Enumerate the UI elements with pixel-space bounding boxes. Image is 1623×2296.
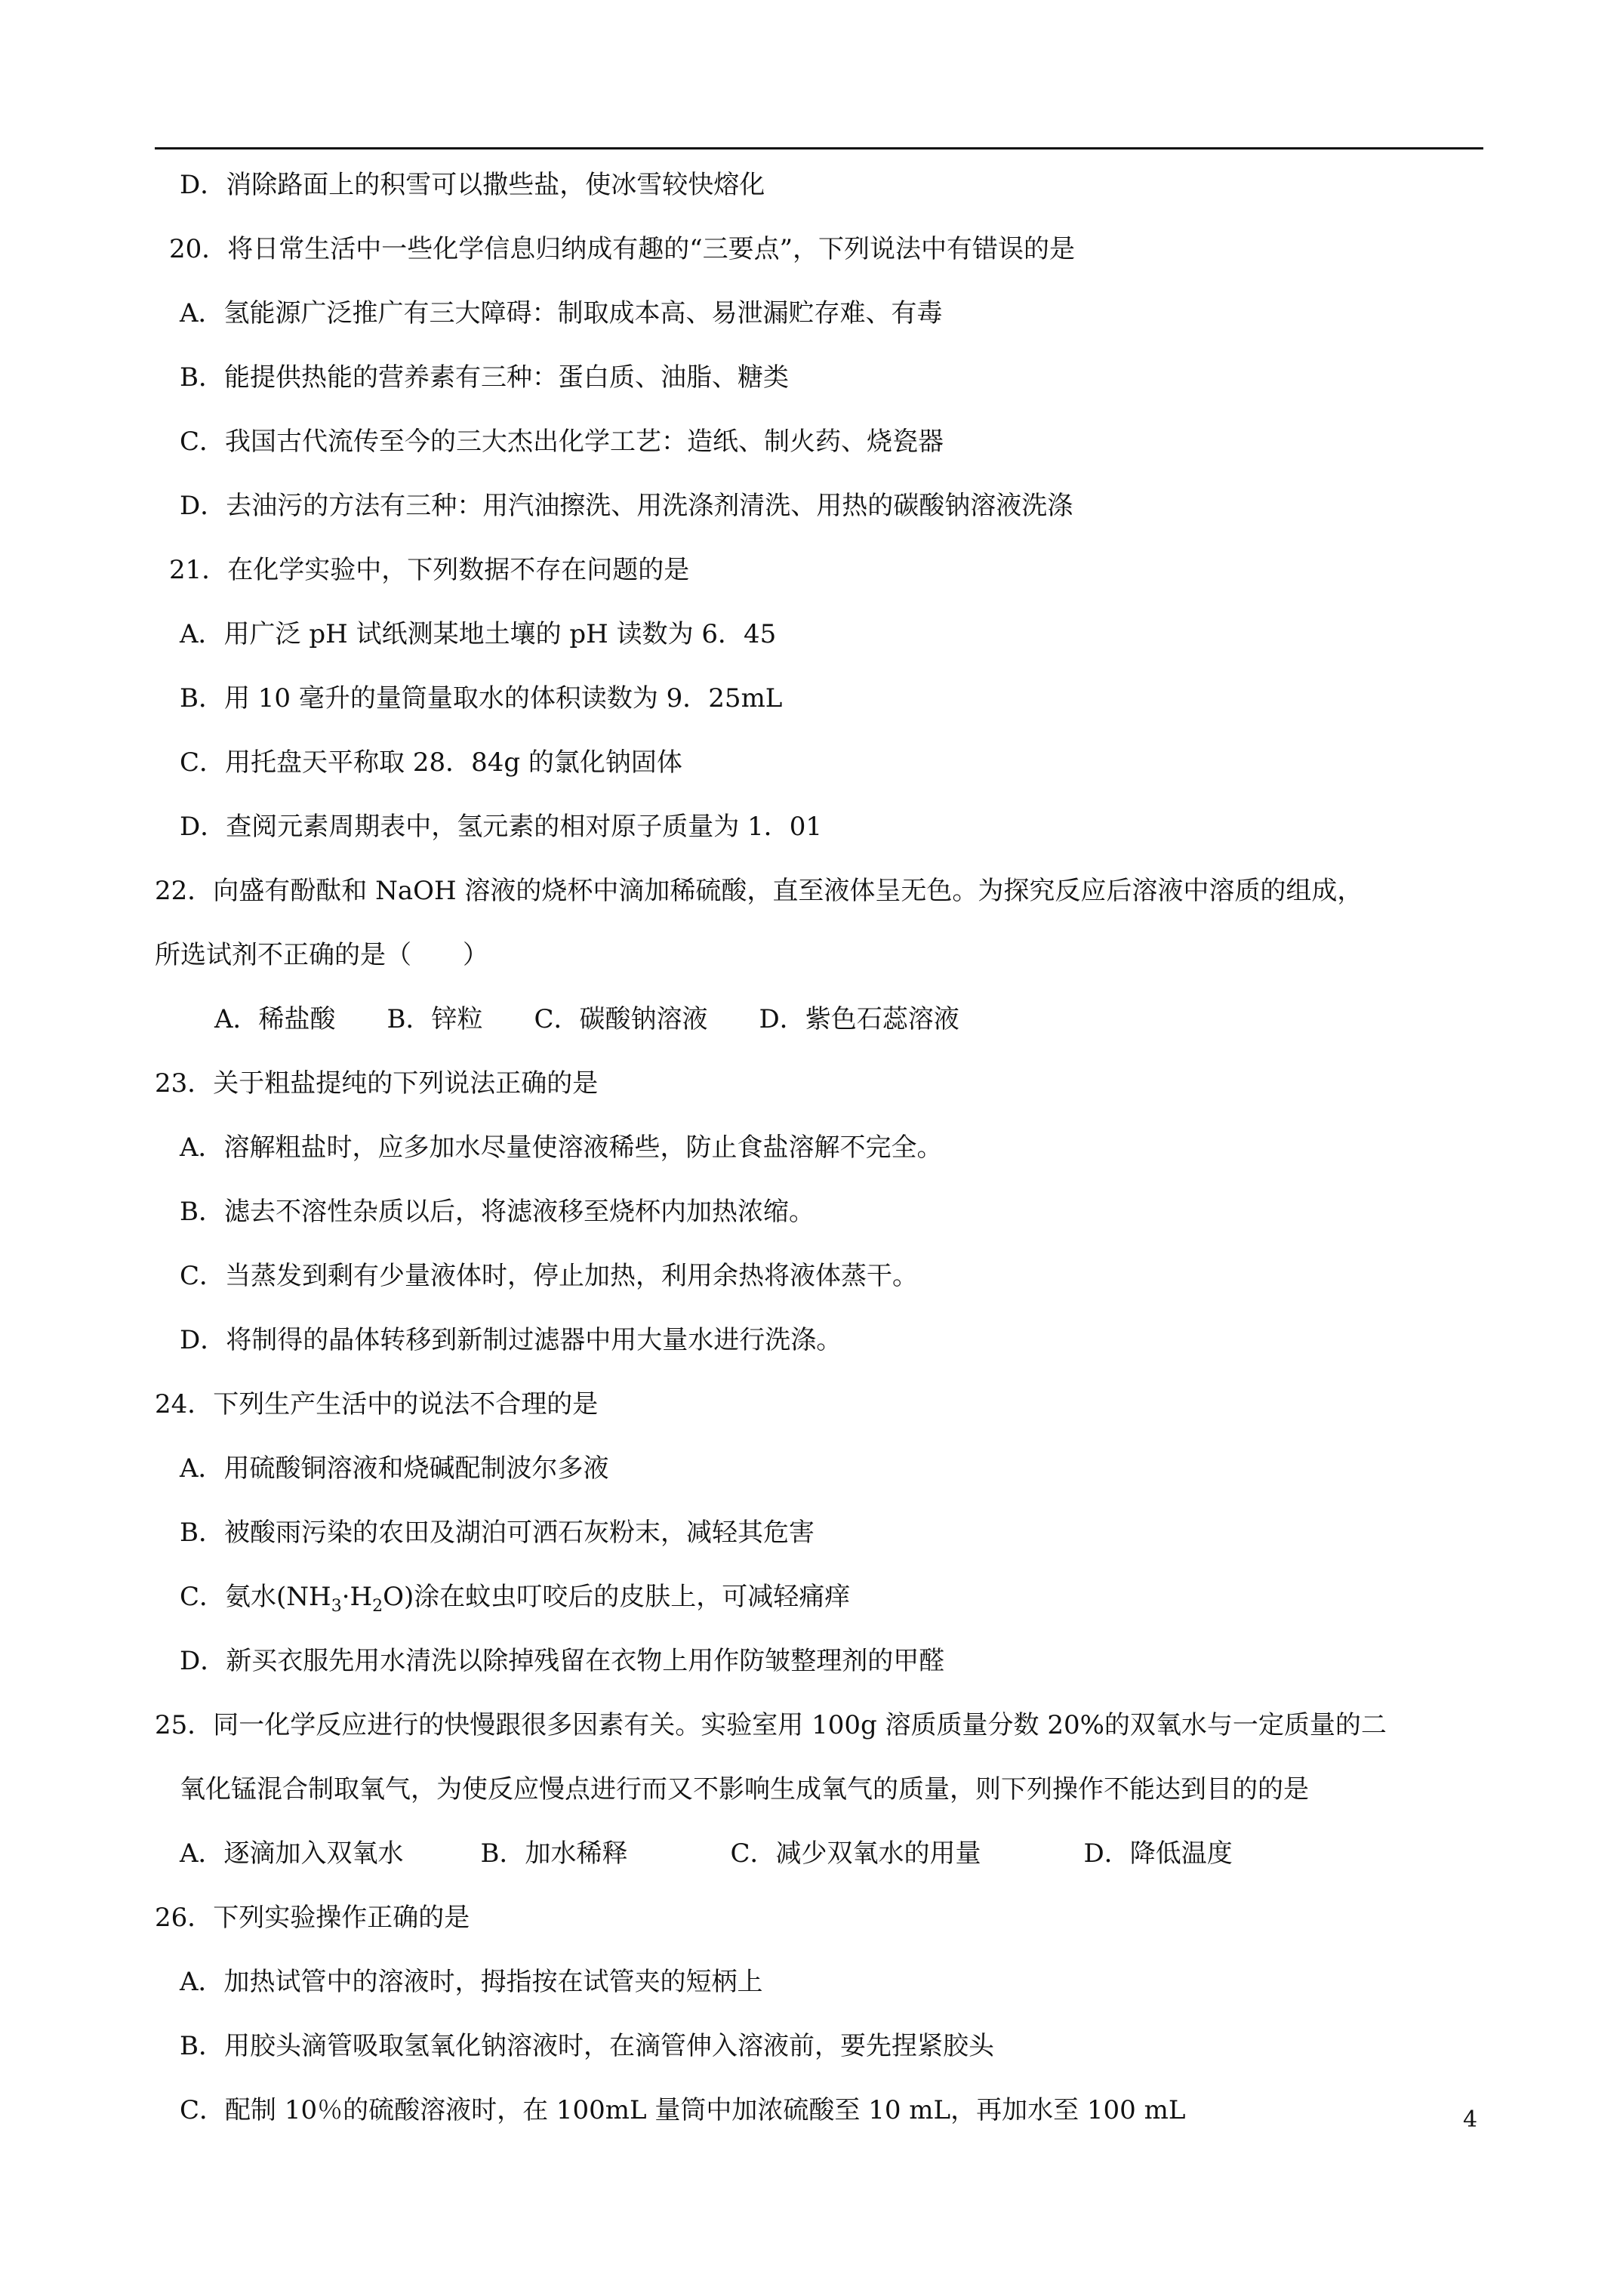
option-26c: C．配制 10％的硫酸溶液时，在 100mL 量筒中加浓硫酸至 10 mL，再加水至 100 mL bbox=[180, 2095, 1186, 2125]
option-23b: B．滤去不溶性杂质以后，将滤液移至烧杯内加热浓缩。 bbox=[180, 1197, 815, 1227]
header-rule bbox=[155, 147, 1483, 149]
question-25: 25．同一化学反应进行的快慢跟很多因素有关。实验室用 100g 溶质质量分数 20%的双氧水与一定质量的二 bbox=[155, 1710, 1387, 1740]
question-22-cont: 所选试剂不正确的是（ ） bbox=[155, 940, 488, 970]
question-21: 21．在化学实验中，下列数据不存在问题的是 bbox=[169, 555, 690, 585]
option-24d: D．新买衣服先用水清洗以除掉残留在衣物上用作防皱整理剂的甲醛 bbox=[180, 1646, 945, 1676]
option-26a: A．加热试管中的溶液时，拇指按在试管夹的短柄上 bbox=[180, 1967, 763, 1997]
question-24: 24．下列生产生活中的说法不合理的是 bbox=[155, 1389, 599, 1419]
option-24a: A．用硫酸铜溶液和烧碱配制波尔多液 bbox=[180, 1453, 609, 1484]
option-23c: C．当蒸发到剩有少量液体时，停止加热，利用余热将液体蒸干。 bbox=[180, 1261, 919, 1291]
option-21d: D．查阅元素周期表中，氢元素的相对原子质量为 1．01 bbox=[180, 812, 822, 842]
options-25: A．逐滴加入双氧水 B．加水稀释 C．减少双氧水的用量 D．降低温度 bbox=[180, 1838, 1233, 1869]
page-number: 4 bbox=[1463, 2106, 1478, 2133]
question-23: 23．关于粗盐提纯的下列说法正确的是 bbox=[155, 1068, 599, 1099]
option-19d: D．消除路面上的积雪可以撒些盐，使冰雪较快熔化 bbox=[180, 170, 765, 200]
option-24b: B．被酸雨污染的农田及湖泊可洒石灰粉末，减轻其危害 bbox=[180, 1518, 815, 1548]
options-22: A．稀盐酸 B．锌粒 C．碳酸钠溶液 D．紫色石蕊溶液 bbox=[214, 1004, 959, 1034]
question-20: 20．将日常生活中一些化学信息归纳成有趣的“三要点”，下列说法中有错误的是 bbox=[169, 234, 1076, 264]
option-26b: B．用胶头滴管吸取氢氧化钠溶液时，在滴管伸入溶液前，要先捏紧胶头 bbox=[180, 2031, 994, 2061]
option-20d: D．去油污的方法有三种：用汽油擦洗、用洗涤剂清洗、用热的碳酸钠溶液洗涤 bbox=[180, 491, 1073, 521]
question-26: 26．下列实验操作正确的是 bbox=[155, 1903, 470, 1933]
question-22: 22．向盛有酚酞和 NaOH 溶液的烧杯中滴加稀硫酸，直至液体呈无色。为探究反应后溶液中溶质的组成， bbox=[155, 876, 1363, 906]
option-21a: A．用广泛 pH 试纸测某地土壤的 pH 读数为 6．45 bbox=[180, 619, 777, 649]
question-25-cont: 氧化锰混合制取氧气，为使反应慢点进行而又不影响生成氧气的质量，则下列操作不能达到目的的是 bbox=[180, 1774, 1309, 1804]
option-21b: B．用 10 毫升的量筒量取水的体积读数为 9．25mL bbox=[180, 683, 783, 713]
option-20c: C．我国古代流传至今的三大杰出化学工艺：造纸、制火药、烧瓷器 bbox=[180, 427, 944, 457]
option-23d: D．将制得的晶体转移到新制过滤器中用大量水进行洗涤。 bbox=[180, 1325, 842, 1355]
option-23a: A．溶解粗盐时，应多加水尽量使溶液稀些，防止食盐溶解不完全。 bbox=[180, 1133, 943, 1163]
option-21c: C．用托盘天平称取 28．84g 的氯化钠固体 bbox=[180, 747, 682, 778]
option-24c: C．氨水$(NH_3\cdot H_2O)$涂在蚊虫叮咬后的皮肤上，可减轻痛痒 bbox=[180, 1582, 851, 1616]
option-20b: B．能提供热能的营养素有三种：蛋白质、油脂、糖类 bbox=[180, 362, 789, 393]
option-20a: A．氢能源广泛推广有三大障碍：制取成本高、易泄漏贮存难、有毒 bbox=[180, 298, 943, 328]
